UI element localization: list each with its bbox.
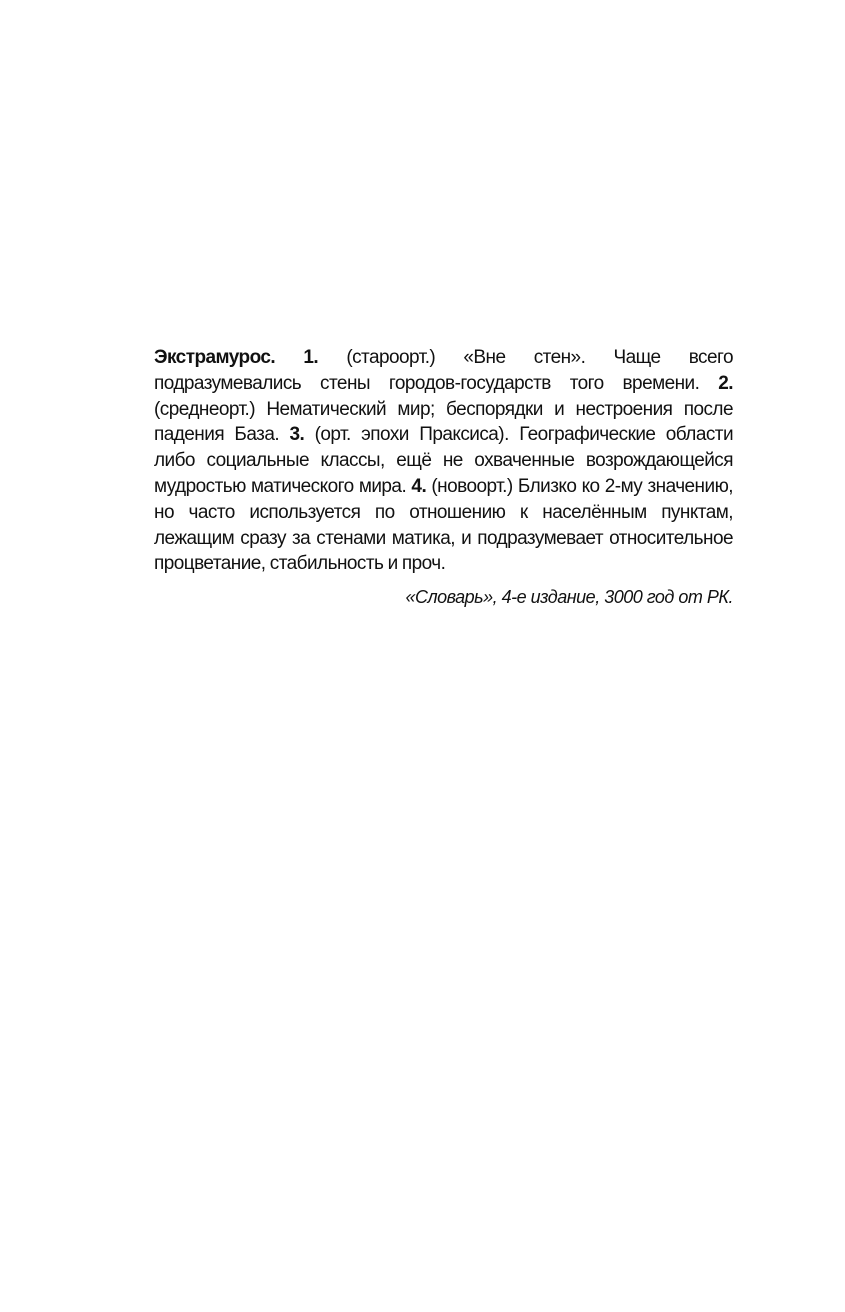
- sense-text-2: (среднеорт.) Нематический мир; беспорядки и нестроения после падения База.: [154, 398, 733, 446]
- sense-number-4: 4.: [411, 475, 427, 497]
- sense-text-3: (орт. эпохи Праксиса). Географические области либо социальные классы, ещё не охваченные возрождающейся мудростью матического мира.: [154, 424, 734, 497]
- headword: Экстрамурос.: [154, 347, 276, 368]
- sense-text-1: (староорт.) «Вне стен». Чаще всего подразумевались стены городов-государств того времени.: [154, 347, 733, 394]
- sense-number-3: 3.: [289, 424, 305, 446]
- dictionary-entry: [154, 345, 733, 577]
- sense-number-1: 1.: [303, 347, 319, 368]
- source-attribution: «Словарь», 4-е издание, 3000 год от РК.: [405, 587, 733, 608]
- epigraph: [154, 345, 733, 609]
- sense-number-2: 2.: [718, 372, 733, 394]
- sense-text-4: (новоорт.) Близко ко 2-му значению, но часто используется по отношению к населённым пунктам, лежащим сразу за стенами матика, и подразумевает относительное процветание, стабильность и проч.: [154, 475, 733, 575]
